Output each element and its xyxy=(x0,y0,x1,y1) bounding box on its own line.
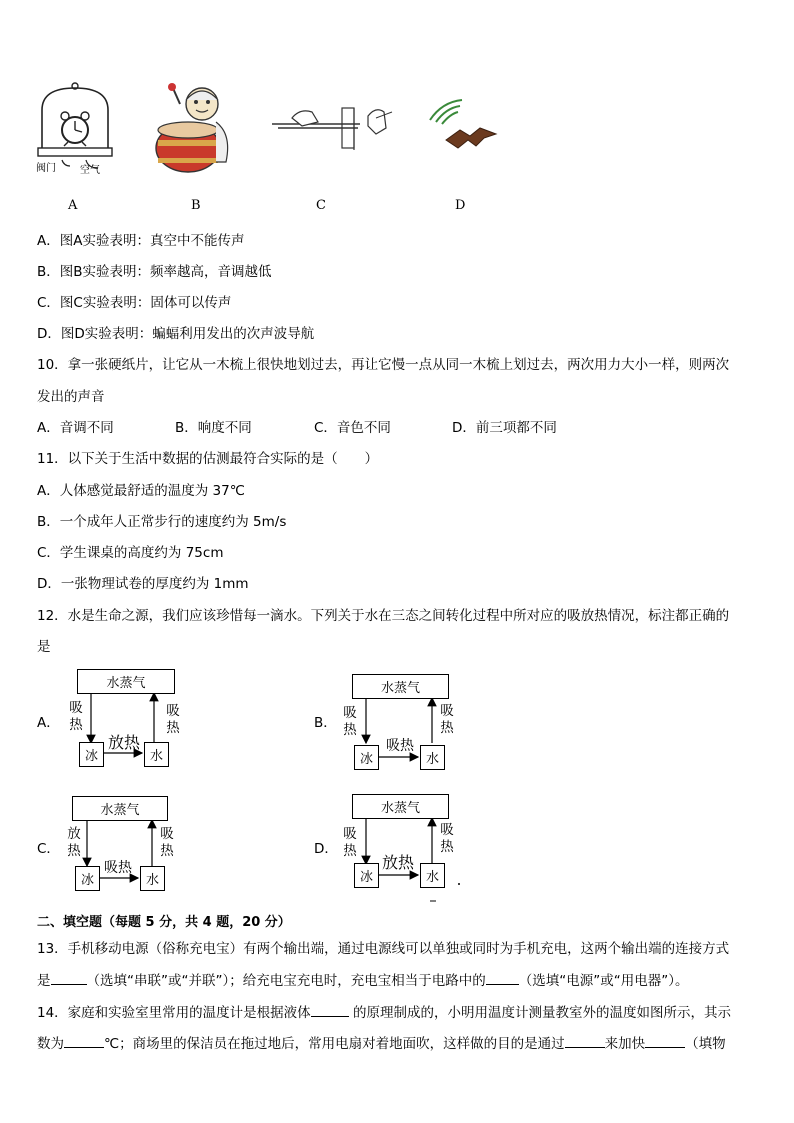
diagram-d-letter: D． xyxy=(314,841,338,857)
q14-line2 xyxy=(37,1032,726,1052)
q14-line1-a: 14．家庭和实验室里常用的温度计是根据液体 xyxy=(37,1005,311,1021)
q14-line2-a: 数为 xyxy=(37,1036,64,1052)
q9-option-c: C．图C实验表明：固体可以传声 xyxy=(37,295,232,311)
figure-label-c: C xyxy=(316,198,326,213)
q14-blank-4[interactable] xyxy=(645,1035,685,1048)
diagram-a-left-label: 吸热 xyxy=(69,700,83,733)
diagram-a-water-box: 水 xyxy=(144,742,169,767)
q14-blank-3[interactable] xyxy=(565,1035,605,1048)
diagram-d-left-label: 吸热 xyxy=(343,826,357,859)
diagram-c-letter: C． xyxy=(37,841,60,857)
figure-label-b: B xyxy=(191,198,201,213)
diagram-c-right-label: 吸热 xyxy=(160,826,174,859)
q10-stem-line2: 发出的声音 xyxy=(37,389,105,405)
diagram-a-vapor-box: 水蒸气 xyxy=(77,669,175,694)
diagram-d-right-label: 吸热 xyxy=(440,822,454,855)
diagram-c-vapor-box: 水蒸气 xyxy=(72,796,168,821)
q13-line1: 13．手机移动电源（俗称充电宝）有两个输出端，通过电源线可以单独或同时为手机充电，这两个输出端的连接方式 xyxy=(37,941,730,957)
diagram-b-right-label: 吸热 xyxy=(440,703,454,736)
diagram-b-water-box: 水 xyxy=(420,745,445,770)
diagram-d-water-box: 水 xyxy=(420,863,445,888)
diagram-b-vapor-box: 水蒸气 xyxy=(352,674,449,699)
q13-line2-c: （选填“电源”或“用电器”）。 xyxy=(518,973,689,989)
q9-option-b: B．图B实验表明：频率越高，音调越低 xyxy=(37,264,272,280)
q10-stem-line1: 10．拿一张硬纸片，让它从一木梳上很快地划过去，再让它慢一点从同一木梳上划过去，两次用力大小一样，则两次 xyxy=(37,357,730,373)
q9-option-a: A．图A实验表明：真空中不能传声 xyxy=(37,233,245,249)
diagram-b-ice-box: 冰 xyxy=(354,745,379,770)
q12-stem-line2: 是 xyxy=(37,639,51,655)
q11-option-d: D．一张物理试卷的厚度约为 1mm xyxy=(37,576,249,592)
q10-option-b: B．响度不同 xyxy=(175,420,252,436)
q11-option-b: B．一个成年人正常步行的速度约为 5m/s xyxy=(37,514,287,530)
q10-option-d: D．前三项都不同 xyxy=(452,420,557,436)
q14-line2-d: （填物 xyxy=(685,1036,726,1052)
q14-line2-c: 来加快 xyxy=(604,1036,646,1052)
diagram-b-letter: B． xyxy=(314,715,337,731)
diagram-d-vapor-box: 水蒸气 xyxy=(352,794,449,819)
figure-a-air-label: 空气 xyxy=(80,165,100,176)
diagram-b-left-label: 吸热 xyxy=(343,705,357,738)
q13-line2 xyxy=(37,969,688,989)
q14-line2-b: ℃；商场里的保洁员在拖过地后，常用电扇对着地面吹，这样做的目的是通过 xyxy=(104,1036,565,1052)
diagram-d-ice-box: 冰 xyxy=(354,863,379,888)
diagram-c-ice-box: 冰 xyxy=(75,866,100,891)
q14-blank-2[interactable] xyxy=(64,1035,104,1048)
diagram-c-water-box: 水 xyxy=(140,866,165,891)
q14-line1-b: 的原理制成的，小明用温度计测量教室外的温度如图所示，其示 xyxy=(348,1005,731,1021)
q13-blank-1[interactable] xyxy=(51,972,87,985)
diagram-c-bottom-label: 吸热 xyxy=(104,860,132,876)
q11-option-c: C．学生课桌的高度约为 75cm xyxy=(37,545,224,561)
diagram-a-bottom-label: 放热 xyxy=(108,733,141,752)
q13-blank-2[interactable] xyxy=(486,972,519,985)
diagram-c-left-label: 放热 xyxy=(67,826,81,859)
figure-label-d: D xyxy=(455,198,466,213)
diagram-a-ice-box: 冰 xyxy=(79,742,104,767)
diagram-d-bottom-label: 放热 xyxy=(382,853,415,872)
q10-option-c: C．音色不同 xyxy=(314,420,391,436)
diagram-a-letter: A． xyxy=(37,715,60,731)
q13-line2-b: （选填“串联”或“并联”）；给充电宝充电时，充电宝相当于电路中的 xyxy=(86,973,486,989)
q13-line2-a: 是 xyxy=(37,973,51,989)
q12-stem-line1: 12．水是生命之源，我们应该珍惜每一滴水。下列关于水在三态之间转化过程中所对应的吸放热情况，标注都正确的 xyxy=(37,608,730,624)
q14-blank-1[interactable] xyxy=(311,1004,349,1017)
diagram-a-right-label: 吸热 xyxy=(166,703,180,736)
q10-option-a: A．音调不同 xyxy=(37,420,114,436)
figure-label-a: A xyxy=(68,198,78,213)
section-2-title: 二、填空题（每题 5 分，共 4 题，20 分） xyxy=(37,915,291,930)
q11-stem: 11．以下关于生活中数据的估测最符合实际的是（ ） xyxy=(37,451,379,467)
q9-option-d: D．图D实验表明：蝙蝠利用发出的次声波导航 xyxy=(37,326,315,342)
q11-option-a: A．人体感觉最舒适的温度为 37℃ xyxy=(37,483,245,499)
diagram-b-bottom-label: 吸热 xyxy=(386,738,414,754)
q14-line1 xyxy=(37,1001,731,1021)
figure-a-valve-label: 阀门 xyxy=(36,163,56,174)
